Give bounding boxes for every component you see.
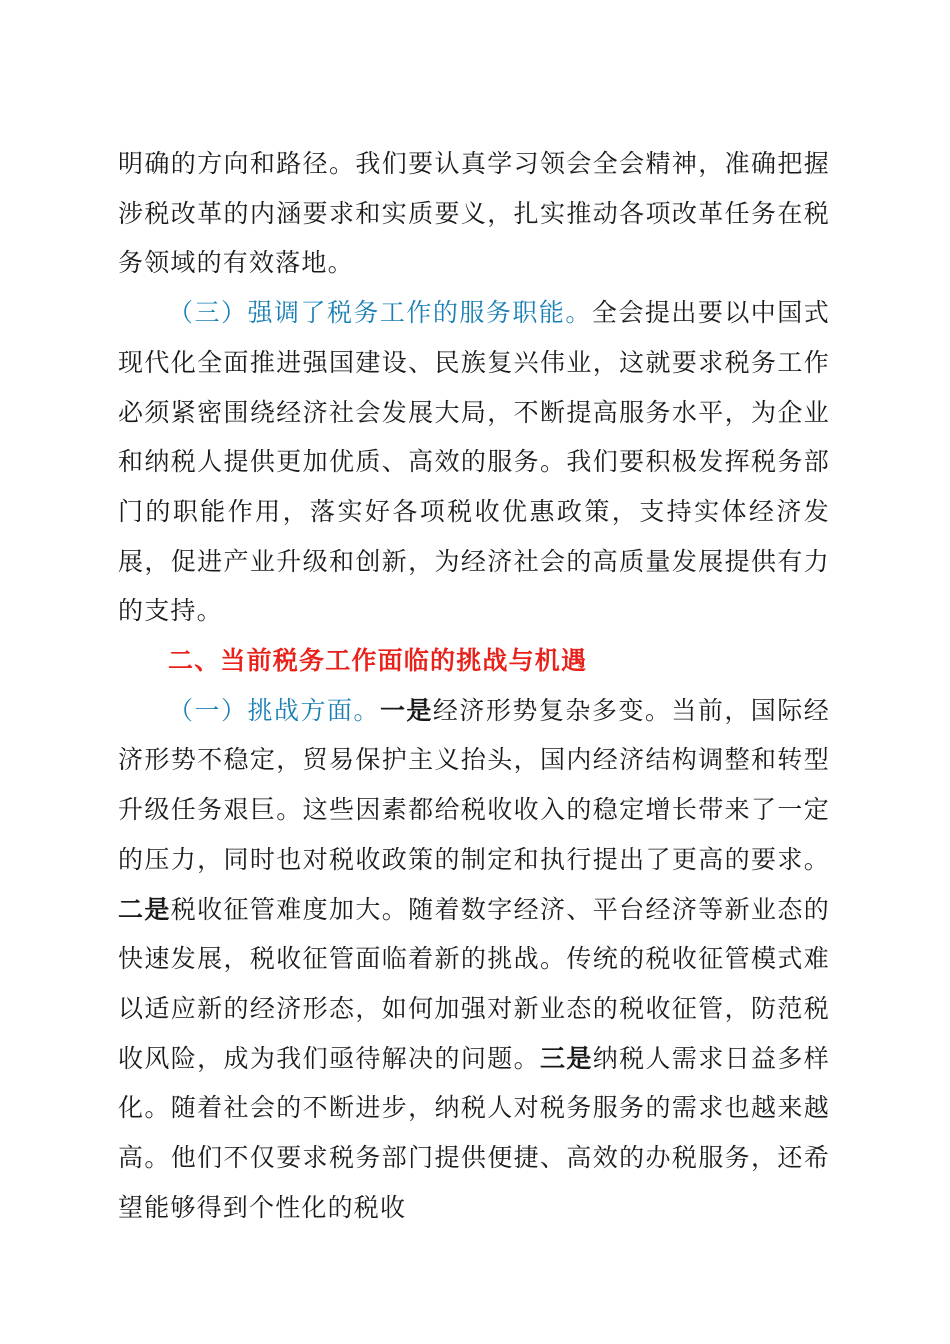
section-title: 二、当前税务工作面临的挑战与机遇: [168, 646, 588, 676]
paragraph-challenges: [118, 686, 830, 1233]
paragraph-continuation: [118, 139, 830, 288]
subheading-3: （三）强调了税务工作的服务职能。: [168, 298, 592, 328]
paragraph-text: 税收征管难度加大。随着数字经济、平台经济等新业态的快速发展，税收征管面临着新的挑战。传统的税收征管模式难以适应新的经济形态，如何加强对新业态的税收征管，防范税收风险，成为我们亟待解决的问题。: [118, 894, 830, 1073]
paragraph-text: 明确的方向和路径。我们要认真学习领会全会精神，准确把握涉税改革的内涵要求和实质要义，扎实推动各项改革任务在税务领域的有效落地。: [118, 149, 830, 278]
subheading-1: （一）挑战方面。: [168, 695, 380, 725]
paragraph-text: 全会提出要以中国式现代化全面推进强国建设、民族复兴伟业，这就要求税务工作必须紧密围绕经济社会发展大局，不断提高服务水平，为企业和纳税人提供更加优质、高效的服务。我们要积极发挥税务部门的职能作用，落实好各项税收优惠政策，支持实体经济发展，促进产业升级和创新，为经济社会的高质量发展提供有力的支持。: [118, 298, 830, 626]
lead-first: 一是: [379, 695, 433, 725]
document-body: [118, 139, 830, 1232]
lead-second: 二是: [118, 894, 171, 924]
lead-third: 三是: [540, 1043, 593, 1073]
paragraph-service-function: [118, 288, 830, 636]
paragraph-text: 纳税人需求日益多样化。随着社会的不断进步，纳税人对税务服务的需求也越来越高。他们不仅要求税务部门提供便捷、高效的办税服务，还希望能够得到个性化的税收: [118, 1043, 831, 1222]
paragraph-text: 经济形势复杂多变。当前，国际经济形势不稳定，贸易保护主义抬头，国内经济结构调整和转型升级任务艰巨。这些因素都给税收收入的稳定增长带来了一定的压力，同时也对税收政策的制定和执行提出了更高的要求。: [118, 695, 830, 874]
